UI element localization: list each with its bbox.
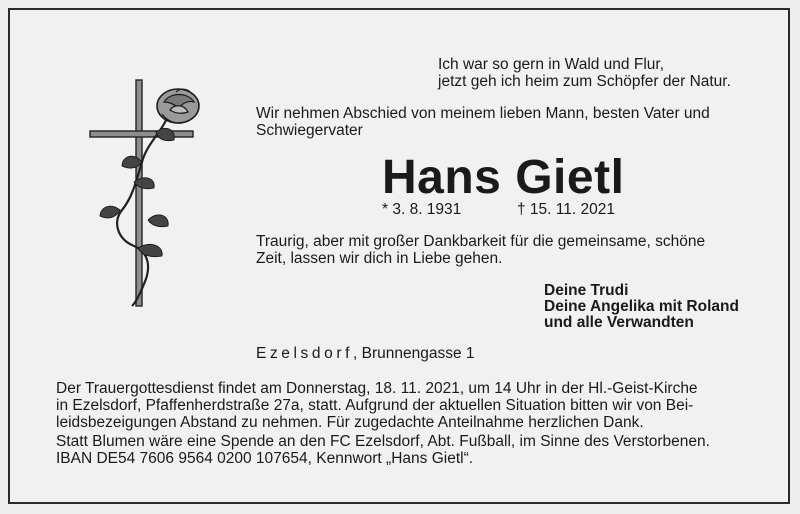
birth-date: * 3. 8. 1931	[382, 201, 462, 218]
service-line: Der Trauergottesdienst findet am Donnerstag, 18. 11. 2021, um 14 Uhr in der Hl.-Geist-Kirche	[56, 380, 698, 397]
poem-line: jetzt geh ich heim zum Schöpfer der Natur.	[438, 73, 731, 90]
service-line: in Ezelsdorf, Pfaffenherdstraße 27a, statt. Aufgrund der aktuellen Situation bitten wir von Bei-	[56, 397, 694, 414]
intro-line: Schwiegervater	[256, 122, 363, 139]
address	[256, 345, 475, 362]
address-street: , Brunnengasse 1	[353, 345, 475, 362]
signature-line: und alle Verwandten	[544, 314, 694, 331]
poem-line: Ich war so gern in Wald und Flur,	[438, 56, 664, 73]
donation-line: IBAN DE54 7606 9564 0200 107654, Kennwort „Hans Gietl“.	[56, 450, 474, 467]
deceased-name: Hans Gietl	[382, 151, 625, 204]
signature-line: Deine Trudi	[544, 282, 629, 299]
signature-line: Deine Angelika mit Roland	[544, 298, 739, 315]
message-line: Traurig, aber mit großer Dankbarkeit für die gemeinsame, schöne	[256, 233, 706, 250]
intro-line: Wir nehmen Abschied von meinem lieben Mann, besten Vater und	[256, 105, 710, 122]
service-line: leidsbezeigungen Abstand zu nehmen. Für zugedachte Anteilnahme herzlichen Dank.	[56, 414, 644, 431]
address-town: Ezelsdorf	[256, 345, 354, 362]
donation-line: Statt Blumen wäre eine Spende an den FC Ezelsdorf, Abt. Fußball, im Sinne des Verstorbenen.	[56, 433, 710, 450]
cross-with-rose-icon	[78, 70, 208, 310]
message-line: Zeit, lassen wir dich in Liebe gehen.	[256, 250, 503, 267]
obituary-notice	[8, 8, 790, 504]
death-date: † 15. 11. 2021	[517, 201, 615, 218]
rose-icon	[157, 89, 199, 123]
